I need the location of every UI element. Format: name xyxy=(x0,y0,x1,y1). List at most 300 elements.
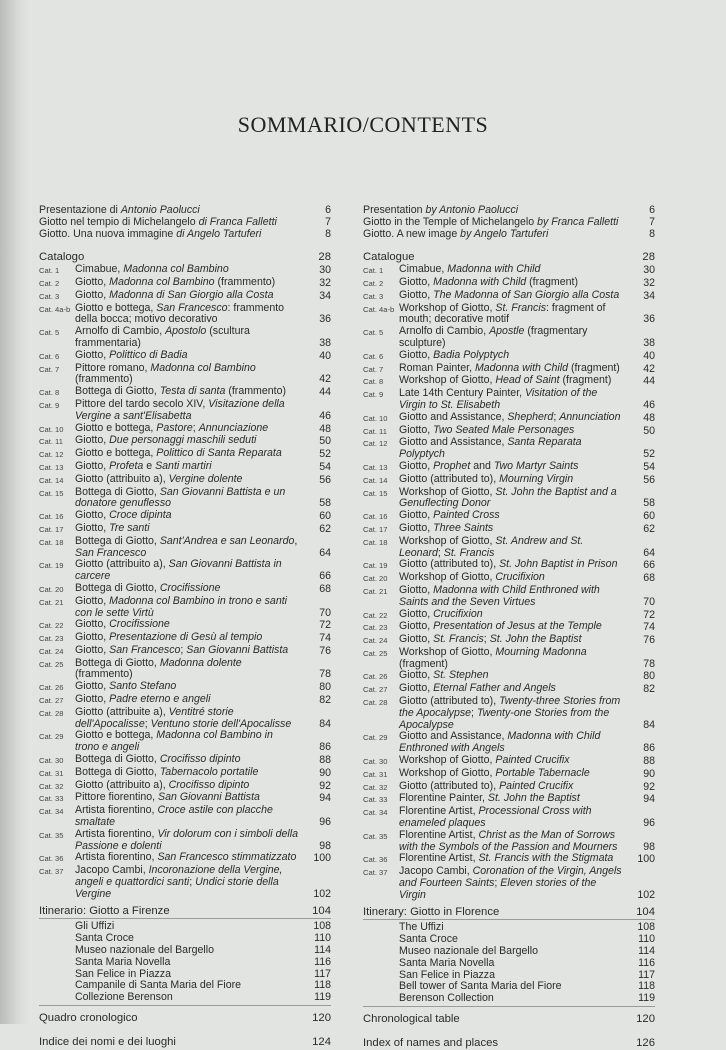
catalog-entry-title: Giotto, Padre eterno e angeli xyxy=(75,693,211,706)
divider xyxy=(39,1005,331,1006)
catalog-entry[interactable] xyxy=(39,510,331,523)
catalog-entry-page: 44 xyxy=(319,386,331,399)
chronology-entry-title: Chronological table xyxy=(363,1013,460,1025)
catalog-entry-title: Giotto, Due personaggi maschili seduti xyxy=(75,434,257,447)
catalog-number: Cat. 22 xyxy=(363,610,388,620)
catalog-entry-page: 56 xyxy=(319,473,331,486)
catalog-number: Cat. 33 xyxy=(39,794,64,804)
catalog-entry-title: Bottega di Giotto, Madonna dolente (frammento) xyxy=(75,656,242,681)
catalog-entry-page: 76 xyxy=(643,634,655,647)
intro-entry-page: 7 xyxy=(325,215,331,228)
catalog-entry-page: 88 xyxy=(643,755,655,768)
catalog-number: Cat. 4a-b xyxy=(363,304,395,314)
catalog-entry-page: 78 xyxy=(643,657,655,670)
itinerary-entry-page: 119 xyxy=(314,991,331,1004)
catalog-entry-title: Giotto (attributed to), Mourning Virgin xyxy=(399,472,574,485)
catalog-number: Cat. 27 xyxy=(39,696,64,706)
itinerary-entry-page: 119 xyxy=(638,992,655,1005)
catalog-entry-title: Giotto, Badia Polyptych xyxy=(399,348,510,361)
catalog-entry[interactable] xyxy=(39,559,331,583)
catalog-entry-page: 58 xyxy=(319,497,331,510)
catalog-entry[interactable] xyxy=(363,437,655,461)
catalog-entry[interactable] xyxy=(39,805,331,829)
catalog-entry-page: 52 xyxy=(643,448,655,461)
catalog-entry[interactable] xyxy=(39,707,331,731)
catalog-entry-title: Workshop of Giotto, Crucifixion xyxy=(399,571,545,584)
catalog-number: Cat. 32 xyxy=(39,781,64,791)
catalog-number: Cat. 23 xyxy=(363,623,388,633)
itinerary-entry-title: Gli Uffizi xyxy=(75,920,115,933)
catalog-entry-title: Giotto, Presentazione di Gesù al tempio xyxy=(75,631,263,644)
intro-entry-page: 6 xyxy=(649,204,655,216)
catalog-number: Cat. 29 xyxy=(39,732,64,742)
itinerary-entry[interactable] xyxy=(363,993,655,1005)
itinerary-entry-title: Santa Croce xyxy=(75,932,134,945)
catalog-number: Cat. 24 xyxy=(363,636,388,646)
catalog-entry-title: Giotto, Madonna with Child (fragment) xyxy=(399,275,579,288)
itinerary-entry-title: San Felice in Piazza xyxy=(399,968,495,981)
catalog-entry-title: Florentine Artist, Christ as the Man of Sorrows with the Symbols of the Passion and Mourners xyxy=(399,828,618,853)
divider xyxy=(363,1006,655,1007)
catalog-number: Cat. 19 xyxy=(39,561,64,571)
catalog-entry-title: Florentine Painter, St. John the Baptist xyxy=(399,792,580,805)
catalog-entry-page: 40 xyxy=(643,349,655,362)
intro-entry-page: 8 xyxy=(325,227,331,240)
catalog-entry-page: 38 xyxy=(319,336,331,349)
catalog-number: Cat. 13 xyxy=(363,462,388,472)
catalog-entry-title: Giotto, Presentation of Jesus at the Temple xyxy=(399,620,602,633)
catalog-entry-page: 92 xyxy=(643,780,655,793)
catalog-number: Cat. 27 xyxy=(363,685,388,695)
catalog-entry-title: Giotto e bottega, San Francesco: frammento della bocca; motivo decorativo xyxy=(75,301,285,326)
intro-entry-page: 8 xyxy=(649,227,655,240)
catalog-entry-title: Giotto, Madonna col Bambino (frammento) xyxy=(75,275,276,288)
itinerary-entry-page: 116 xyxy=(638,956,655,969)
itinerary-entry-title: The Uffizi xyxy=(399,921,444,934)
catalog-entry-title: Giotto, Tre santi xyxy=(75,521,150,534)
catalog-entry[interactable] xyxy=(39,829,331,853)
catalog-entry[interactable] xyxy=(39,596,331,620)
spacer xyxy=(363,1026,655,1038)
catalog-entry-page: 64 xyxy=(643,546,655,559)
catalog-entry-page: 94 xyxy=(643,793,655,806)
intro-entry-title: Giotto nel tempio di Michelangelo di Franca Falletti xyxy=(39,215,277,228)
itinerary-entry-page: 114 xyxy=(314,944,331,957)
catalog-entry[interactable] xyxy=(39,487,331,511)
divider xyxy=(363,919,655,920)
index-entry-page: 126 xyxy=(636,1036,655,1049)
catalog-entry-title: Arnolfo di Cambio, Apostolo (scultura frammentaria) xyxy=(75,325,250,349)
catalog-entry-page: 70 xyxy=(319,606,331,619)
itinerary-entry-title: San Felice in Piazza xyxy=(75,967,171,980)
catalog-entry[interactable] xyxy=(363,647,655,671)
catalog-entry-page: 92 xyxy=(319,779,331,792)
catalog-entry-title: Bottega di Giotto, Tabernacolo portatile xyxy=(75,765,259,778)
catalog-number: Cat. 25 xyxy=(39,659,64,669)
catalog-entry-page: 94 xyxy=(319,792,331,805)
catalog-entry-title: Pittore fiorentino, San Giovanni Battista xyxy=(75,791,260,804)
catalog-number: Cat. 8 xyxy=(39,388,60,398)
catalog-entry[interactable] xyxy=(39,865,331,900)
intro-entry-page: 6 xyxy=(325,204,331,216)
itinerary-heading-page: 104 xyxy=(312,904,331,917)
catalog-number: Cat. 9 xyxy=(39,400,60,410)
catalog-number: Cat. 3 xyxy=(39,291,60,301)
catalog-entry-page: 34 xyxy=(643,289,655,302)
catalog-entry-title: Giotto e bottega, Madonna col Bambino in trono e angeli xyxy=(75,729,273,754)
intro-entry-title: Presentation by Antonio Paolucci xyxy=(363,204,519,216)
catalog-entry-title: Giotto (attributed to), Twenty-three Stories from the Apocalypse; Twenty-one Stories from the Apocalypse xyxy=(399,695,621,731)
catalog-number: Cat. 31 xyxy=(363,769,388,779)
catalog-entry-page: 64 xyxy=(319,546,331,559)
catalog-entry-page: 50 xyxy=(319,435,331,448)
itinerary-entry-title: Collezione Berenson xyxy=(75,991,173,1004)
catalog-entry-page: 38 xyxy=(643,336,655,349)
catalog-entry[interactable] xyxy=(39,730,331,754)
itinerary-entry-page: 117 xyxy=(314,967,331,980)
catalog-entry-title: Giotto, Madonna col Bambino in trono e santi con le sette Virtù xyxy=(75,594,288,619)
catalog-number: Cat. 18 xyxy=(363,537,388,547)
catalog-entry[interactable] xyxy=(39,536,331,560)
catalog-entry-title: Giotto, Madonna with Child Enthroned with Saints and the Seven Virtues xyxy=(399,583,600,608)
catalog-number: Cat. 20 xyxy=(363,574,388,584)
index-entry[interactable] xyxy=(363,1038,655,1050)
catalog-number: Cat. 2 xyxy=(39,278,60,288)
page-title: SOMMARIO/CONTENTS xyxy=(237,112,489,137)
catalog-number: Cat. 37 xyxy=(39,867,64,877)
intro-entry-title: Giotto in the Temple of Michelangelo by Franca Falletti xyxy=(363,215,619,228)
catalog-number: Cat. 26 xyxy=(39,683,64,693)
catalog-entry-page: 46 xyxy=(319,409,331,422)
catalog-number: Cat. 35 xyxy=(39,830,64,840)
catalog-entry-title: Giotto, St. Francis; St. John the Baptist xyxy=(399,633,582,646)
catalog-entry-page: 76 xyxy=(319,644,331,657)
catalog-entry[interactable] xyxy=(363,806,655,830)
catalog-number: Cat. 9 xyxy=(363,390,384,400)
catalog-entry-title: Giotto e bottega, Pastore; Annunciazione xyxy=(75,421,269,434)
catalog-number: Cat. 2 xyxy=(363,278,384,288)
catalog-entry-page: 72 xyxy=(319,619,331,632)
catalog-entry[interactable] xyxy=(363,487,655,511)
itinerary-entry-title: Santa Croce xyxy=(399,933,458,946)
itinerary-heading-title: Itinerary: Giotto in Florence xyxy=(363,905,500,918)
catalog-number: Cat. 36 xyxy=(363,855,388,865)
itinerary-entry-page: 108 xyxy=(637,921,655,934)
itinerary-heading-title: Itinerario: Giotto a Firenze xyxy=(39,904,170,917)
catalog-number: Cat. 1 xyxy=(39,266,60,276)
catalog-entry-title: Jacopo Cambi, Incoronazione della Vergine, angeli e quattordici santi; Undici storie della Vergine xyxy=(75,864,283,900)
catalog-heading-title: Catalogo xyxy=(39,251,85,264)
catalog-entry-page: 54 xyxy=(643,460,655,473)
catalog-entry-page: 90 xyxy=(643,767,655,780)
catalog-number: Cat. 10 xyxy=(39,424,64,434)
catalog-number: Cat. 17 xyxy=(39,524,64,534)
itinerary-entry-page: 110 xyxy=(638,933,655,946)
catalog-entry-page: 86 xyxy=(319,741,331,754)
catalog-number: Cat. 28 xyxy=(39,708,64,718)
catalog-number: Cat. 20 xyxy=(39,584,64,594)
chronology-entry-title: Quadro cronologico xyxy=(39,1012,138,1024)
catalog-entry[interactable] xyxy=(363,830,655,854)
intro-entry-title: Giotto. Una nuova immagine di Angelo Tartuferi xyxy=(39,227,262,240)
catalog-entry-page: 42 xyxy=(319,373,331,386)
catalog-entry-title: Workshop of Giotto, Head of Saint (fragment) xyxy=(399,374,612,387)
chronology-entry-page: 120 xyxy=(312,1012,331,1024)
catalog-entry-title: Giotto, Santo Stefano xyxy=(75,680,177,693)
catalog-entry[interactable] xyxy=(363,585,655,609)
catalog-entry-page: 82 xyxy=(319,694,331,707)
catalog-entry-title: Workshop of Giotto, St. Andrew and St. Leonard; St. Francis xyxy=(399,534,584,559)
catalog-entry-title: Giotto (attribuito a), Vergine dolente xyxy=(75,472,243,485)
catalog-entry-page: 30 xyxy=(643,264,655,277)
catalog-entry[interactable] xyxy=(363,536,655,560)
catalog-number: Cat. 6 xyxy=(363,351,384,361)
catalog-entry[interactable] xyxy=(363,326,655,350)
catalog-entry-page: 60 xyxy=(643,510,655,523)
catalog-entry-title: Giotto e bottega, Polittico di Santa Reparata xyxy=(75,447,282,460)
catalog-number: Cat. 30 xyxy=(363,757,388,767)
itinerary-entry-title: Campanile di Santa Maria del Fiore xyxy=(75,979,242,992)
catalog-number: Cat. 21 xyxy=(39,597,64,607)
catalog-entry[interactable] xyxy=(363,388,655,412)
catalog-number: Cat. 14 xyxy=(39,475,64,485)
catalog-entry-page: 48 xyxy=(319,422,331,435)
catalog-entry-title: Bottega di Giotto, Testa di santa (frammento) xyxy=(75,385,287,398)
catalog-entry-title: Pittore romano, Madonna col Bambino (frammento) xyxy=(75,361,256,386)
itinerary-heading[interactable] xyxy=(39,906,331,918)
catalog-number: Cat. 11 xyxy=(39,437,63,447)
catalog-number: Cat. 24 xyxy=(39,646,64,656)
chronology-entry[interactable] xyxy=(363,1014,655,1026)
itinerary-entry-page: 116 xyxy=(314,955,331,968)
catalog-entry-page: 48 xyxy=(643,411,655,424)
catalog-number: Cat. 34 xyxy=(363,808,388,818)
catalog-entry-title: Workshop of Giotto, Portable Tabernacle xyxy=(399,766,590,779)
itinerary-entry[interactable] xyxy=(39,992,331,1004)
catalog-entry-page: 100 xyxy=(637,853,655,866)
catalog-heading-page: 28 xyxy=(318,251,331,264)
catalog-number: Cat. 16 xyxy=(363,512,388,522)
catalog-entry-title: Giotto, Croce dipinta xyxy=(75,509,172,522)
catalog-heading-page: 28 xyxy=(642,251,655,264)
catalog-entry[interactable] xyxy=(39,658,331,682)
index-entry-title: Indice dei nomi e dei luoghi xyxy=(39,1035,176,1048)
catalog-entry-title: Florentine Artist, Processional Cross with enameled plaques xyxy=(399,805,592,830)
itinerary-entry-page: 110 xyxy=(314,932,331,945)
catalog-entry-title: Bottega di Giotto, Crocifissione xyxy=(75,581,221,594)
itinerary-entry-page: 114 xyxy=(638,945,655,958)
catalog-number: Cat. 33 xyxy=(363,795,388,805)
catalog-entry-title: Giotto, Three Saints xyxy=(399,521,494,534)
catalog-entry-page: 60 xyxy=(319,510,331,523)
catalog-entry-page: 54 xyxy=(319,460,331,473)
catalog-number: Cat. 26 xyxy=(363,672,388,682)
catalog-entry-page: 50 xyxy=(643,424,655,437)
catalog-entry-page: 88 xyxy=(319,754,331,767)
catalog-entry-title: Giotto, San Francesco; San Giovanni Battista xyxy=(75,643,289,656)
chronology-entry-page: 120 xyxy=(636,1013,655,1025)
catalog-entry-page: 46 xyxy=(643,398,655,411)
catalog-entry[interactable] xyxy=(39,363,331,387)
catalog-entry-page: 74 xyxy=(319,632,331,645)
catalog-entry-title: Workshop of Giotto, Painted Crucifix xyxy=(399,754,570,767)
catalog-entry-page: 52 xyxy=(319,448,331,461)
catalog-entry-page: 62 xyxy=(319,522,331,535)
catalog-number: Cat. 16 xyxy=(39,512,64,522)
catalog-entry-page: 44 xyxy=(643,375,655,388)
catalog-entry-page: 82 xyxy=(643,683,655,696)
catalog-entry-title: Giotto, Profeta e Santi martiri xyxy=(75,459,212,472)
catalog-number: Cat. 31 xyxy=(39,768,64,778)
catalog-number: Cat. 3 xyxy=(363,291,384,301)
catalog-entry-title: Giotto (attributed to), St. John Baptist in Prison xyxy=(399,558,618,571)
catalog-entry-page: 68 xyxy=(319,582,331,595)
index-entry-page: 124 xyxy=(312,1035,331,1048)
catalog-entry-page: 102 xyxy=(637,888,655,901)
catalog-entry-page: 102 xyxy=(313,887,331,900)
catalog-entry[interactable] xyxy=(363,731,655,755)
contents-column-english xyxy=(363,205,655,1050)
catalog-entry-title: Artista fiorentino, San Francesco stimmatizzato xyxy=(75,851,297,864)
catalog-entry-page: 72 xyxy=(643,608,655,621)
catalog-entry-title: Late 14th Century Painter, Visitation of the Virgin to St. Elisabeth xyxy=(399,387,598,411)
itinerary-entry-title: Museo nazionale del Bargello xyxy=(399,945,538,958)
catalog-number: Cat. 22 xyxy=(39,621,64,631)
catalog-number: Cat. 11 xyxy=(363,426,387,436)
catalog-number: Cat. 19 xyxy=(363,561,388,571)
catalog-entry-title: Giotto, Madonna di San Giorgio alla Costa xyxy=(75,288,274,301)
catalog-number: Cat. 32 xyxy=(363,782,388,792)
catalog-entry-page: 98 xyxy=(643,840,655,853)
catalog-entry-page: 42 xyxy=(643,362,655,375)
intro-entry[interactable] xyxy=(363,229,655,241)
catalog-entry-page: 78 xyxy=(319,668,331,681)
catalog-entry-page: 80 xyxy=(643,670,655,683)
catalog-entry-page: 80 xyxy=(319,681,331,694)
itinerary-entry-title: Berenson Collection xyxy=(399,992,494,1005)
catalog-entry-title: Artista fiorentino, Croce astile con placche smaltate xyxy=(75,804,273,829)
catalog-number: Cat. 18 xyxy=(39,537,64,547)
catalog-entry[interactable] xyxy=(363,866,655,901)
catalog-entry-title: Giotto (attribuite a), Ventitré storie dell'Apocalisse; Ventuno storie dell'Apocalisse xyxy=(75,705,292,730)
catalog-entry-page: 30 xyxy=(319,264,331,277)
itinerary-heading[interactable] xyxy=(363,907,655,919)
catalog-number: Cat. 5 xyxy=(39,328,60,338)
catalog-entry[interactable] xyxy=(363,303,655,327)
catalog-number: Cat. 10 xyxy=(363,413,388,423)
catalog-entry-title: Arnolfo di Cambio, Apostle (fragmentary sculpture) xyxy=(399,325,588,349)
catalog-entry-page: 58 xyxy=(643,497,655,510)
catalog-entry-title: Giotto, Eternal Father and Angels xyxy=(399,682,556,695)
catalog-number: Cat. 23 xyxy=(39,634,64,644)
catalog-entry-title: Workshop of Giotto, St. John the Baptist and a Genuflecting Donor xyxy=(399,485,617,510)
catalog-number: Cat. 15 xyxy=(363,488,388,498)
catalog-number: Cat. 5 xyxy=(363,328,384,338)
book-spine-shadow xyxy=(0,0,28,1024)
catalog-entry-page: 84 xyxy=(319,717,331,730)
catalog-number: Cat. 13 xyxy=(39,462,64,472)
itinerary-entry-title: Museo nazionale del Bargello xyxy=(75,944,214,957)
catalog-entry-title: Giotto, Prophet and Two Martyr Saints xyxy=(399,459,579,472)
catalog-entry-title: Bottega di Giotto, Sant'Andrea e san Leonardo, San Francesco xyxy=(75,534,298,559)
catalog-entry-title: Giotto, Crocifissione xyxy=(75,618,170,631)
catalog-entry[interactable] xyxy=(363,696,655,731)
catalog-entry-title: Giotto, Painted Cross xyxy=(399,509,500,522)
catalog-entry-page: 68 xyxy=(643,572,655,585)
catalog-entry-page: 32 xyxy=(319,276,331,289)
catalog-number: Cat. 6 xyxy=(39,351,60,361)
itinerary-entry-title: Bell tower of Santa Maria del Fiore xyxy=(399,980,562,993)
catalog-entry-title: Giotto, Crucifixion xyxy=(399,607,483,620)
catalog-number: Cat. 36 xyxy=(39,854,64,864)
catalog-number: Cat. 30 xyxy=(39,756,64,766)
catalog-number: Cat. 37 xyxy=(363,868,388,878)
catalog-entry-page: 90 xyxy=(319,766,331,779)
itinerary-entry-page: 108 xyxy=(313,920,331,933)
catalog-number: Cat. 7 xyxy=(363,364,384,374)
catalog-number: Cat. 15 xyxy=(39,488,64,498)
catalog-entry-title: Workshop of Giotto, Mourning Madonna (fragment) xyxy=(399,645,587,670)
intro-entry[interactable] xyxy=(39,229,331,241)
intro-entry-page: 7 xyxy=(649,215,655,228)
catalog-number: Cat. 28 xyxy=(363,698,388,708)
catalog-number: Cat. 17 xyxy=(363,524,388,534)
catalog-entry-page: 66 xyxy=(319,570,331,583)
itinerary-entry-title: Santa Maria Novella xyxy=(75,955,171,968)
intro-entry-title: Presentazione di Antonio Paolucci xyxy=(39,204,200,216)
catalog-entry-page: 84 xyxy=(643,718,655,731)
catalog-number: Cat. 34 xyxy=(39,807,64,817)
catalog-entry-page: 36 xyxy=(643,313,655,326)
catalog-entry[interactable] xyxy=(39,326,331,350)
catalog-entry-title: Cimabue, Madonna col Bambino xyxy=(75,263,229,276)
catalog-entry[interactable] xyxy=(39,303,331,327)
catalog-entry[interactable] xyxy=(39,399,331,423)
contents-column-italian xyxy=(39,205,331,1049)
catalog-entry-title: Giotto, Polittico di Badia xyxy=(75,348,188,361)
index-entry[interactable] xyxy=(39,1037,331,1049)
catalog-entry-title: Giotto (attribuito a), Crocifisso dipinto xyxy=(75,778,250,791)
itinerary-heading-page: 104 xyxy=(636,905,655,918)
spacer xyxy=(39,1025,331,1037)
chronology-entry[interactable] xyxy=(39,1013,331,1025)
catalog-entry-page: 96 xyxy=(643,817,655,830)
itinerary-entry-page: 118 xyxy=(638,980,655,993)
catalog-entry-page: 32 xyxy=(643,276,655,289)
catalog-entry-page: 66 xyxy=(643,559,655,572)
catalog-entry-title: Cimabue, Madonna with Child xyxy=(399,263,541,276)
catalog-entry-title: Roman Painter, Madonna with Child (fragment) xyxy=(399,361,620,374)
catalog-entry[interactable] xyxy=(363,510,655,523)
intro-entry-title: Giotto. A new image by Angelo Tartuferi xyxy=(363,227,549,240)
catalog-number: Cat. 8 xyxy=(363,377,384,387)
catalog-entry-title: Giotto and Assistance, Madonna with Child Enthroned with Angels xyxy=(399,730,601,755)
catalog-number: Cat. 35 xyxy=(363,831,388,841)
index-entry-title: Index of names and places xyxy=(363,1036,499,1049)
catalog-number: Cat. 12 xyxy=(363,439,388,449)
catalog-entry-title: Florentine Artist, St. Francis with the Stigmata xyxy=(399,852,614,865)
catalog-entry-title: Workshop of Giotto, St. Francis: fragment of mouth; decorative motif xyxy=(399,301,606,326)
catalog-number: Cat. 12 xyxy=(39,450,64,460)
itinerary-entry-page: 117 xyxy=(638,968,655,981)
catalog-entry-title: Giotto and Assistance, Santa Reparata Polyptych xyxy=(399,436,582,461)
catalog-number: Cat. 1 xyxy=(363,266,384,276)
catalog-entry-title: Bottega di Giotto, San Giovanni Battista e un donatore genuflesso xyxy=(75,485,286,510)
catalog-entry-page: 36 xyxy=(319,313,331,326)
divider xyxy=(39,918,331,919)
catalog-number: Cat. 7 xyxy=(39,364,60,374)
catalog-entry-title: Giotto (attribuito a), San Giovanni Battista in carcere xyxy=(75,558,282,583)
